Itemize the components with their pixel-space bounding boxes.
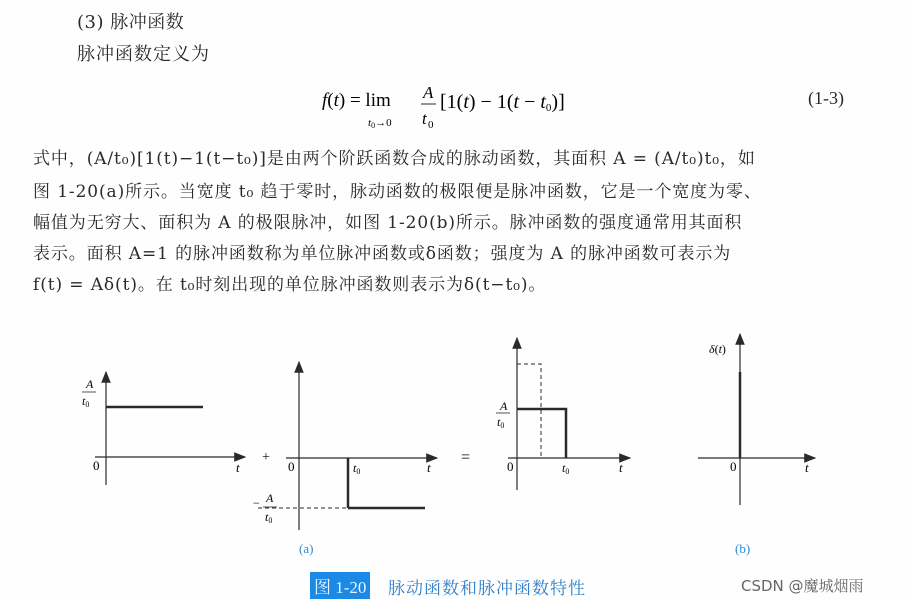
svg-text:t: t: [422, 109, 427, 128]
svg-text:t0: t0: [265, 510, 273, 525]
svg-text:t: t: [805, 460, 809, 475]
svg-text:t: t: [236, 460, 240, 475]
paragraph-line-2: 图 1-20(a)所示。当宽度 t₀ 趋于零时，脉动函数的极限便是脉冲函数，它是一个宽度为零、: [33, 182, 762, 202]
svg-text:t0: t0: [353, 461, 361, 476]
figure-1-20: [0, 320, 906, 560]
svg-text:t0: t0: [497, 415, 505, 430]
svg-text:f(t) = lim: f(t) = lim: [322, 90, 391, 111]
svg-text:t: t: [619, 460, 623, 475]
paragraph-line-1: 式中，(A/t₀)[1(t)−1(t−t₀)]是由两个阶跃函数合成的脉动函数，其面积 A = (A/t₀)t₀，如: [33, 149, 756, 169]
plot-positive-step: [82, 372, 270, 485]
svg-text:t0: t0: [562, 461, 570, 476]
paragraph-line-5: f(t) = Aδ(t)。在 t₀时刻出现的单位脉冲函数则表示为δ(t−t₀)。: [33, 275, 547, 295]
svg-text:A: A: [266, 491, 274, 505]
plus-operator: +: [262, 450, 270, 465]
equation-number: (1-3): [808, 88, 844, 108]
watermark: CSDN @魔城烟雨: [741, 577, 864, 595]
svg-text:A: A: [86, 377, 94, 391]
plot-pulse: [496, 338, 630, 490]
svg-text:t0→0: t0→0: [368, 117, 392, 130]
svg-text:A: A: [423, 86, 434, 102]
svg-text:A: A: [500, 399, 508, 413]
svg-text:[1(t) − 1(t − t0)]: [1(t) − 1(t − t0)]: [440, 91, 565, 114]
svg-text:0: 0: [428, 119, 434, 131]
definition-intro: 脉冲函数定义为: [77, 44, 210, 65]
subfigure-label-a: (a): [299, 541, 314, 556]
svg-text:t0: t0: [82, 394, 90, 409]
figure-caption-number: 图 1-20: [310, 572, 370, 599]
svg-text:−: −: [253, 496, 260, 510]
section-heading: (3) 脉冲函数: [77, 12, 185, 33]
paragraph-line-4: 表示。面积 A=1 的脉冲函数称为单位脉冲函数或δ函数；强度为 A 的脉冲函数可表示为: [33, 244, 732, 264]
equals-operator: =: [461, 449, 471, 466]
equation-graphic: [322, 86, 582, 136]
plot-impulse: [698, 334, 815, 505]
svg-text:t: t: [427, 460, 431, 475]
figure-caption-text: 脉动函数和脉冲函数特性: [388, 579, 586, 599]
svg-text:0: 0: [507, 459, 514, 474]
svg-text:0: 0: [730, 459, 737, 474]
svg-text:0: 0: [93, 458, 100, 473]
svg-text:δ(t): δ(t): [709, 342, 726, 356]
plot-negative-step: [253, 362, 470, 530]
equation-1-3: [322, 86, 582, 141]
svg-text:0: 0: [288, 459, 295, 474]
paragraph-line-3: 幅值为无穷大、面积为 A 的极限脉冲，如图 1-20(b)所示。脉冲函数的强度通常用其面积: [33, 213, 743, 233]
subfigure-label-b: (b): [735, 541, 751, 556]
